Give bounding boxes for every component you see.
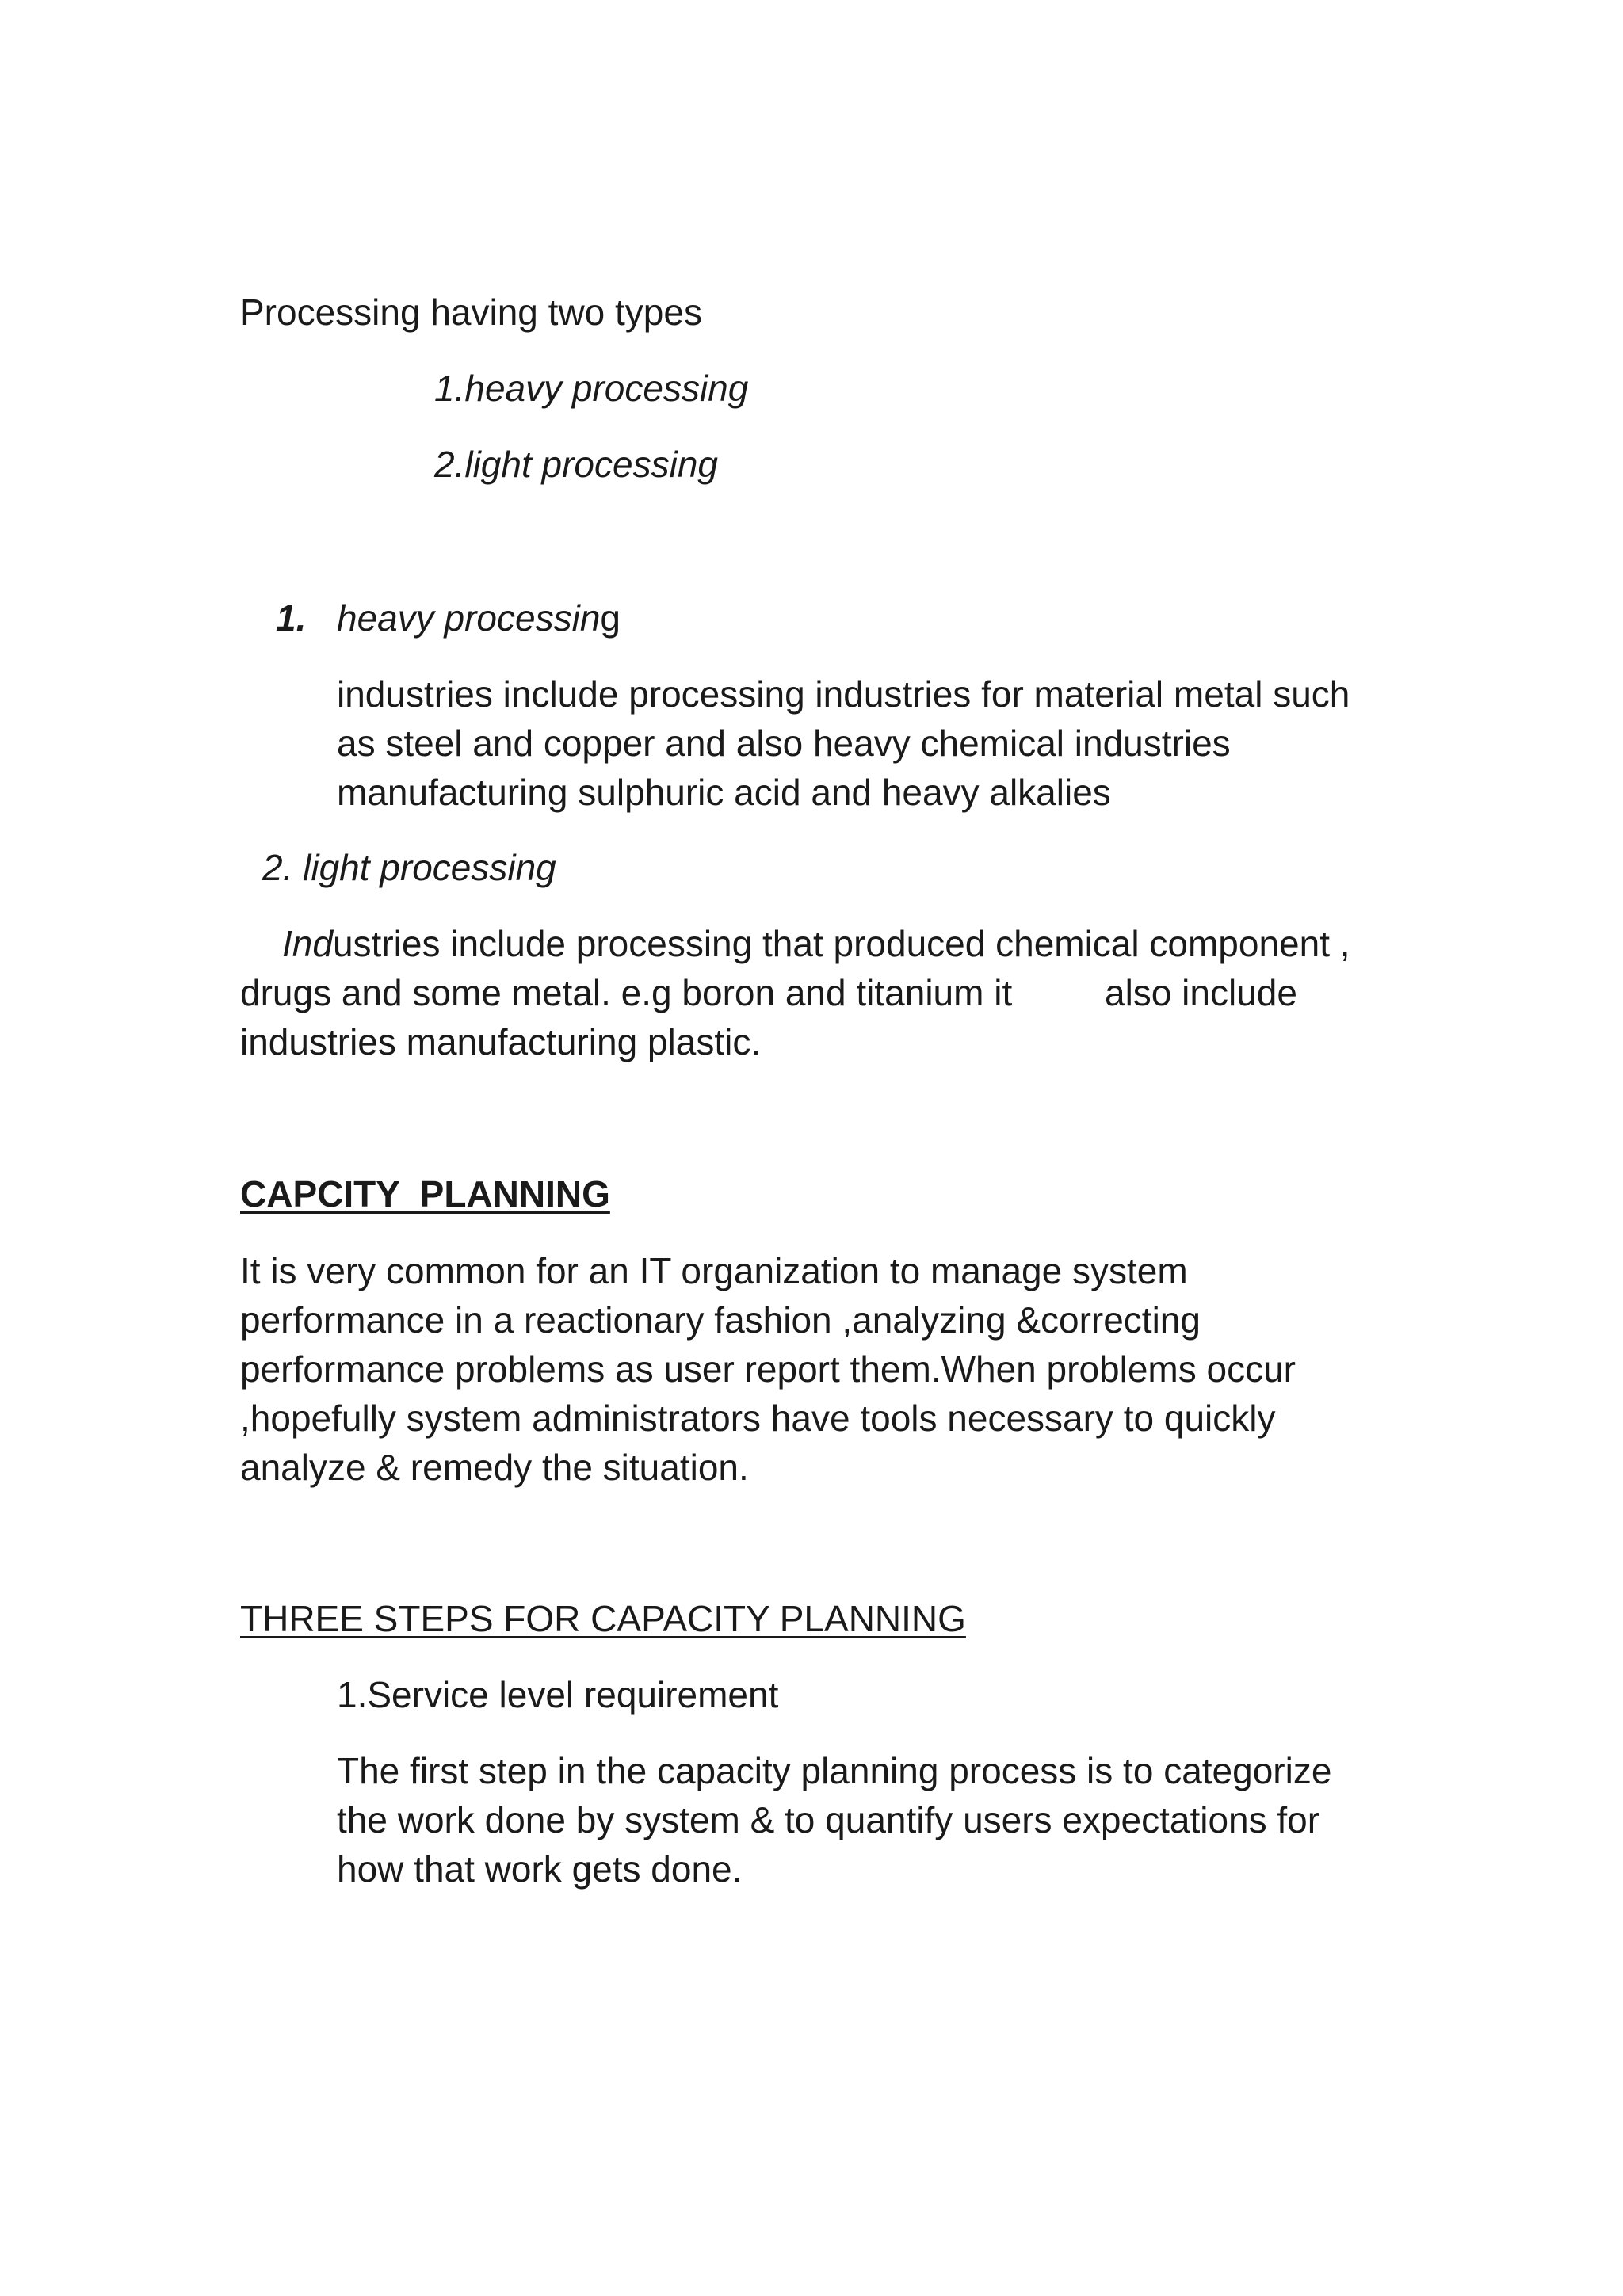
light-body-line-1-rest: ustries include processing that produced chemical component ,: [332, 923, 1350, 964]
type-item-light: 2.light processing: [434, 444, 718, 485]
capacity-body-line-1: It is very common for an IT organization to manage system: [240, 1250, 1188, 1291]
step1-body-line-1: The first step in the capacity planning process is to categorize: [337, 1750, 1332, 1791]
heavy-heading: [337, 593, 621, 643]
step1-body-line-3: how that work gets done.: [337, 1848, 743, 1890]
capacity-heading: CAPCITY PLANNING: [240, 1173, 610, 1215]
capacity-body-line-5: analyze & remedy the situation.: [240, 1447, 749, 1488]
heavy-body-line-2: as steel and copper and also heavy chemical industries: [337, 723, 1231, 764]
heavy-body-line-3: manufacturing sulphuric acid and heavy alkalies: [337, 772, 1111, 813]
light-body-line-1-italic: Ind: [282, 923, 333, 964]
light-body-line-2b: also include: [1105, 972, 1297, 1013]
step1-body-line-2: the work done by system & to quantify users expectations for: [337, 1799, 1320, 1840]
heavy-heading-tail: g: [600, 597, 621, 639]
type-item-heavy: 1.heavy processing: [434, 368, 749, 409]
steps-heading: THREE STEPS FOR CAPACITY PLANNING: [240, 1598, 966, 1639]
step1-title: 1.Service level requirement: [337, 1674, 779, 1715]
heavy-number: 1.: [276, 597, 307, 639]
capacity-body-line-4: ,hopefully system administrators have tools necessary to quickly: [240, 1398, 1276, 1439]
heavy-heading-main: heavy processin: [337, 597, 601, 639]
heavy-body-line-1: industries include processing industries for material metal such: [337, 673, 1350, 715]
light-body-line-3: industries manufacturing plastic.: [240, 1021, 762, 1062]
intro-line: Processing having two types: [240, 292, 702, 333]
light-heading: 2. light processing: [262, 847, 556, 888]
capacity-body-line-2: performance in a reactionary fashion ,analyzing &correcting: [240, 1299, 1201, 1341]
capacity-body-line-3: performance problems as user report them.When problems occur: [240, 1348, 1296, 1390]
light-body-line-1: [282, 919, 1350, 968]
light-body-line-2a: drugs and some metal. e.g boron and titanium it: [240, 972, 1013, 1013]
